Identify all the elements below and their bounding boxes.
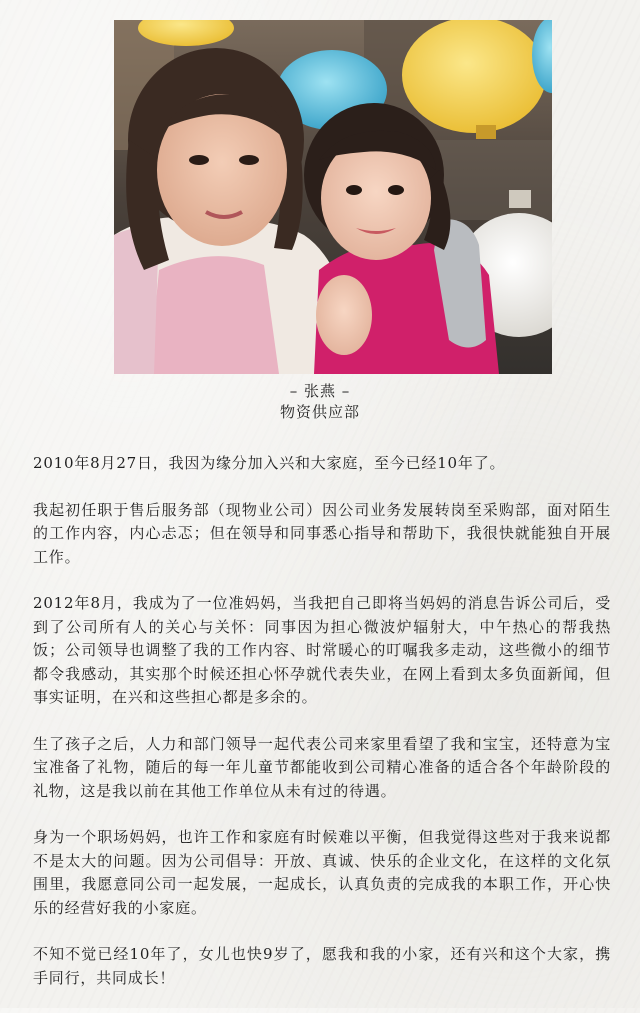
photo-illustration bbox=[114, 20, 552, 374]
paragraph-6: 不知不觉已经10年了，女儿也快9岁了，愿我和我的小家，还有兴和这个大家，携手同行，共同成长！ bbox=[33, 945, 611, 987]
article-body bbox=[33, 452, 611, 1013]
author-name: – 张燕 – bbox=[289, 382, 351, 400]
paragraph-4: 生了孩子之后，人力和部门领导一起代表公司来家里看望了我和宝宝，还特意为宝宝准备了礼物，随后的每一年儿童节都能收到公司精心准备的适合各个年龄阶段的礼物，这是我以前在其他工作单位从未有过的待遇。 bbox=[33, 734, 611, 800]
paragraph-2: 我起初任职于售后服务部（现物业公司）因公司业务发展转岗至采购部，面对陌生的工作内容，内心忐忑；但在领导和同事悉心指导和帮助下，我很快就能独自开展工作。 bbox=[33, 500, 611, 566]
paragraph-1: 2010年8月27日，我因为缘分加入兴和大家庭，至今已经10年了。 bbox=[33, 454, 506, 472]
profile-photo bbox=[114, 20, 552, 374]
paragraph-3: 2012年8月，我成为了一位准妈妈，当我把自己即将当妈妈的消息告诉公司后，受到了公司所有人的关心与关怀：同事因为担心微波炉辐射大，中午热心的帮我热饭；公司领导也调整了我的工作内容、时常暖心的叮嘱我多走动，这些微小的细节都令我感动，其实那个时候还担心怀孕就代表失业，在网上看到太多负面新闻，但事实证明，在兴和这些担心都是多余的。 bbox=[33, 594, 611, 706]
author-department: 物资供应部 bbox=[279, 403, 360, 421]
paragraph-5: 身为一个职场妈妈，也许工作和家庭有时候难以平衡，但我觉得这些对于我来说都不是太大的问题。因为公司倡导：开放、真诚、快乐的企业文化，在这样的文化氛围里，我愿意同公司一起发展，一起成长，认真负责的完成我的本职工作，开心快乐的经营好我的小家庭。 bbox=[33, 828, 611, 917]
